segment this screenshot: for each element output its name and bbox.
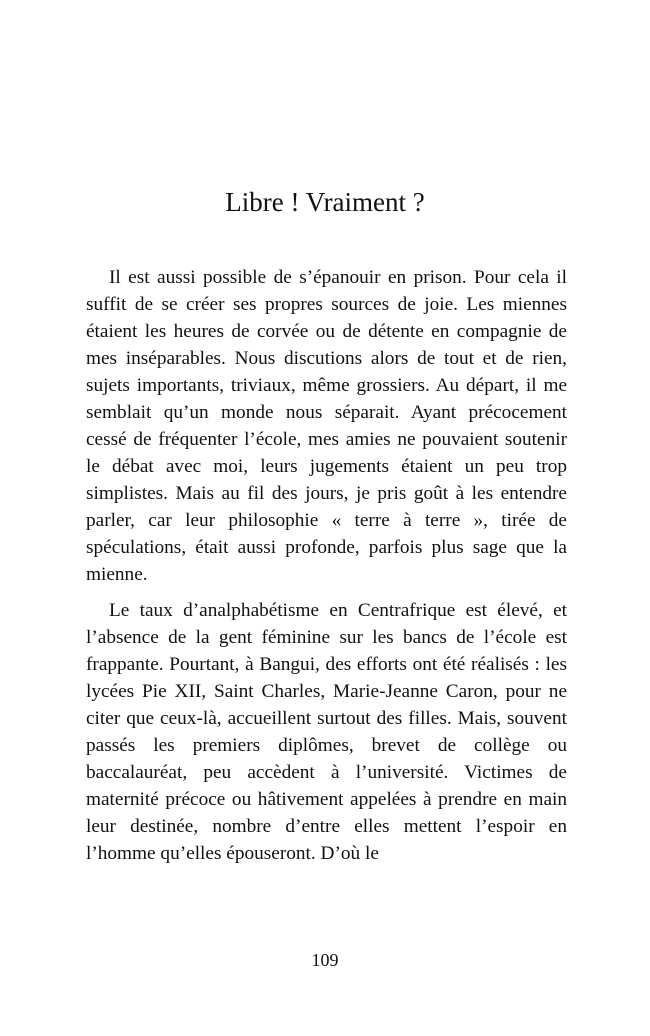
body-text <box>86 264 567 867</box>
paragraph-2: Le taux d’analphabétisme en Centrafrique est élevé, et l’absence de la gent féminine sur les bancs de l’école est frappante. Pourtant, à Bangui, des efforts ont été réalisés : les lycées Pie XII, Saint Charles, Marie-Jeanne Caron, pour ne citer que ceux-là, accueillent surtout des filles. Mais, souvent passés les premiers diplômes, brevet de collège ou baccalauréat, peu accèdent à l’université. Victimes de maternité précoce ou hâtivement appelées à prendre en main leur destinée, nombre d’entre elles mettent l’espoir en l’homme qu’elles épouseront. D’où le <box>86 600 567 864</box>
page-number: 109 <box>311 950 339 970</box>
paragraph-1: Il est aussi possible de s’épanouir en prison. Pour cela il suffit de se créer ses propres sources de joie. Les miennes étaient les heures de corvée ou de détente en compagnie de mes inséparables. Nous discutions alors de tout et de rien, sujets importants, triviaux, même grossiers. Au départ, il me semblait qu’un monde nous séparait. Ayant précocement cessé de fréquenter l’école, mes amies ne pouvaient soutenir le débat avec moi, leurs jugements étaient un peu trop simplistes. Mais au fil des jours, je pris goût à les entendre parler, car leur philosophie « terre à terre », tirée de spéculations, était aussi profonde, parfois plus sage que la mienne. <box>86 267 567 585</box>
chapter-title: Libre ! Vraiment ? <box>225 187 425 217</box>
